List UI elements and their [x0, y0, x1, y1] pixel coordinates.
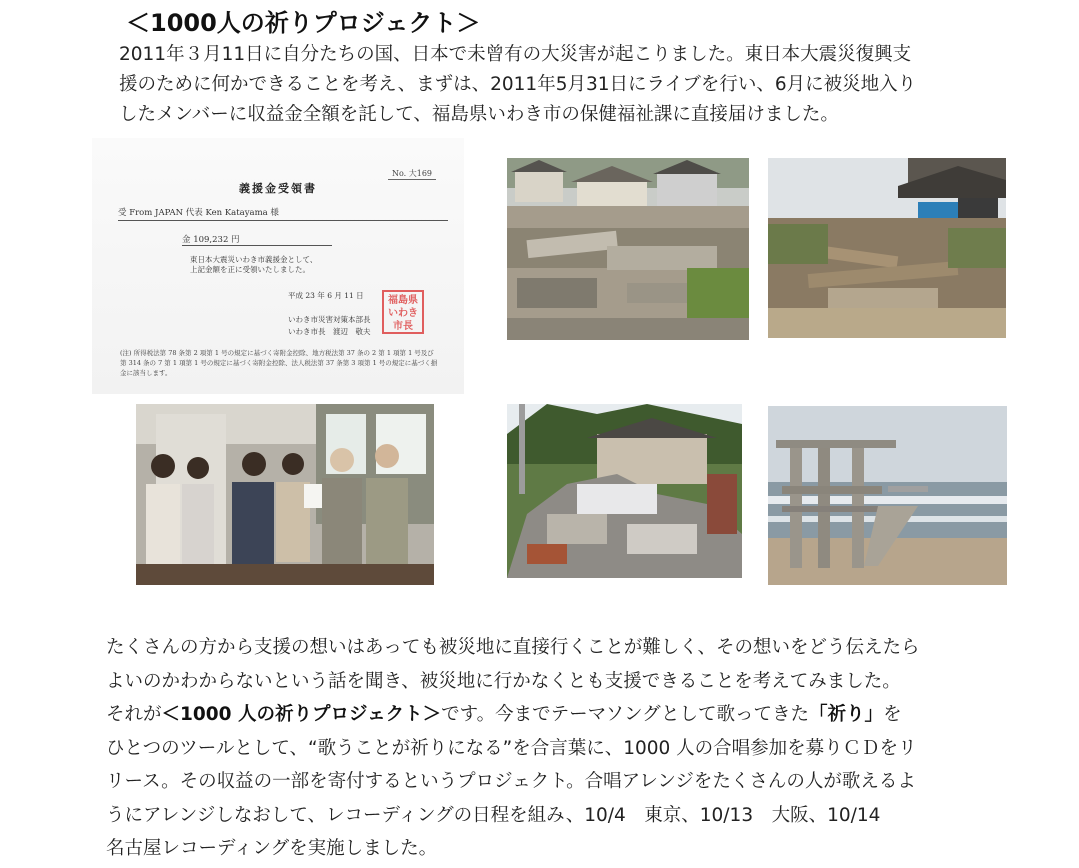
photo-lifeguard-tower: [768, 406, 1007, 585]
body-line: 名古屋レコーディングを実施しました。: [106, 838, 438, 859]
receipt-footnote: (注) 所得税法第 78 条第 2 項第 1 号の規定に基づく寄附金控除、地方税法第 37 条の 2 第 1 項第 1 号及び第 314 条の 7 第 1 項第 1 号の規定に基づく寄附金控除、法人税法第 37 条第 3 項第 1 号の規定に基づく損金に該当します。: [120, 349, 438, 377]
official-seal: 福島県 いわき 市長: [382, 290, 424, 334]
photo-destroyed-houses: [507, 158, 749, 340]
body-line-project: [106, 698, 1046, 732]
intro-paragraph: [119, 40, 1019, 130]
body-paragraph: [106, 631, 1046, 866]
photo-debris-excavator: [768, 158, 1006, 338]
donation-receipt-image: [92, 138, 464, 394]
intro-line: したメンバーに収益金全額を託して、福島県いわき市の保健福祉課に直接届けました。: [119, 104, 839, 125]
receipt-note: 上記金額を正に受領いたしました。: [190, 265, 310, 274]
receipt-date: 平成 23 年 6 月 11 日: [288, 291, 364, 300]
receipt-number: No. 大169: [388, 168, 436, 180]
receipt-amount: 金 109,232 円: [182, 233, 332, 246]
receipt-issuer: いわき市災害対策本部長: [288, 315, 371, 324]
receipt-recipient: 受 From JAPAN 代表 Ken Katayama 様: [118, 206, 448, 221]
intro-line: 援のために何かできることを考え、まずは、2011年5月31日にライブを行い、6月に被災地入り: [119, 74, 917, 95]
body-line: うにアレンジしなおして、レコーディングの日程を組み、10/4 東京、10/13 大阪、10/14: [106, 804, 881, 826]
page-title: ＜1000人の祈りプロジェクト＞: [126, 9, 481, 37]
receipt-title: 義援金受領書: [239, 182, 317, 195]
body-text-fragment: を: [883, 704, 902, 725]
body-text-fragment: です。今までテーマソングとして歌ってきた: [441, 704, 810, 725]
receipt-note: 東日本大震災いわき市義援金として、: [190, 255, 318, 264]
photo-donation-handover: [136, 404, 434, 585]
photo-debris-pile: [507, 404, 742, 578]
body-line: ひとつのツールとして、“歌うことが祈りになる”を合言葉に、1000 人の合唱参加を募りＣＤをリ: [106, 737, 917, 759]
body-line: たくさんの方から支援の想いはあっても被災地に直接行くことが難しく、その想いをどう伝えたら: [106, 637, 920, 658]
project-name-emphasis: ＜1000 人の祈りプロジェクト＞: [161, 704, 442, 725]
intro-line: 2011年３月11日に自分たちの国、日本で未曾有の大災害が起こりました。東日本大震災復興支: [119, 44, 912, 65]
receipt-issuer: いわき市長 渡辺 敬夫: [288, 327, 371, 336]
song-title-emphasis: 「祈り」: [809, 704, 884, 725]
body-line: よいのかわからないという話を聞き、被災地に行かなくとも支援できることを考えてみました。: [106, 670, 901, 692]
body-line: リース。その収益の一部を寄付するというプロジェクト。合唱アレンジをたくさんの人が歌えるよ: [106, 771, 916, 792]
body-text-fragment: それが: [106, 704, 162, 725]
